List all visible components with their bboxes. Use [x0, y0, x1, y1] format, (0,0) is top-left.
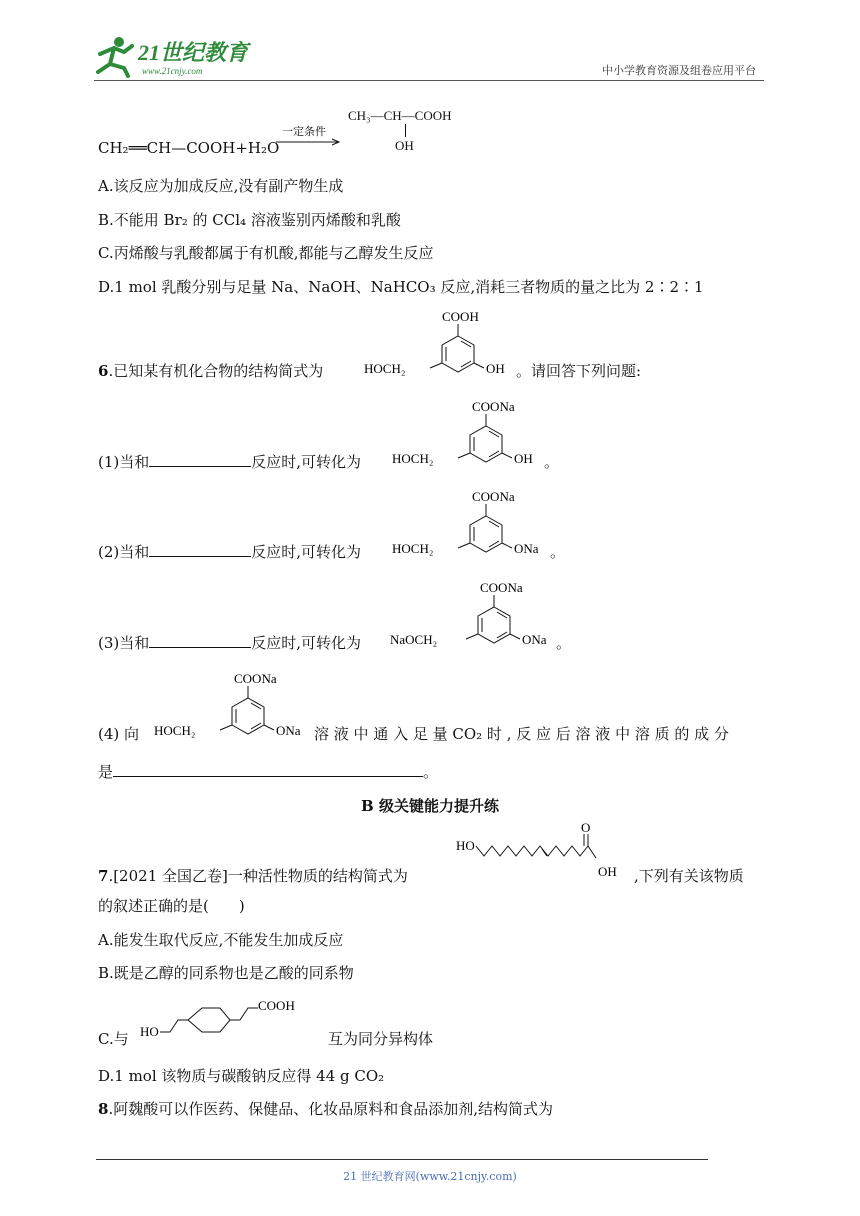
option-b: B.不能用 Br₂ 的 CCl₄ 溶液鉴别丙烯酸和乳酸	[98, 211, 401, 229]
q7-option-c-pre: C.与	[98, 1030, 129, 1048]
svg-text:OH: OH	[598, 864, 617, 879]
q6-part-4-line2: 是 。	[98, 763, 439, 781]
answer-blank-2[interactable]	[149, 542, 251, 557]
svg-text:COONa: COONa	[480, 580, 523, 595]
benzene-structure-3	[388, 577, 558, 653]
svg-text:NaOCH₂: NaOCH₂	[390, 632, 438, 647]
q7-molecule-structure	[450, 820, 630, 882]
svg-text:COONa: COONa	[234, 671, 277, 686]
reaction-product-formula: CH₃—CH—COOH	[348, 108, 452, 123]
svg-text:ONa: ONa	[276, 723, 301, 738]
header-divider	[94, 80, 764, 81]
svg-text:www.21cnjy.com: www.21cnjy.com	[142, 66, 203, 76]
q6-part-1-end: 。	[544, 453, 560, 471]
svg-text:HOCH₂: HOCH₂	[392, 451, 434, 466]
question-7-stem: 7.[2021 全国乙卷]一种活性物质的结构简式为	[98, 867, 408, 885]
svg-text:ONa: ONa	[522, 632, 547, 647]
question-6-stem: 6.已知某有机化合物的结构简式为	[98, 362, 324, 380]
question-7-stem-end: ,下列有关该物质	[634, 867, 744, 885]
benzene-structure-4	[150, 668, 310, 744]
reaction-arrow	[276, 138, 342, 146]
option-d: D.1 mol 乳酸分别与足量 Na、NaOH、NaHCO₃ 反应,消耗三者物质的量之比为 2∶2∶1	[98, 278, 704, 296]
question-7-stem-line2: 的叙述正确的是( )	[98, 897, 245, 915]
q7-option-d: D.1 mol 该物质与碳酸钠反应得 44 g CO₂	[98, 1067, 385, 1085]
q7-option-c-structure	[130, 992, 330, 1048]
svg-text:HOCH₂: HOCH₂	[364, 361, 406, 376]
section-title: B 级关键能力提升练	[361, 797, 499, 815]
q6-part-3: (3)当和 反应时,可转化为	[98, 634, 362, 652]
q6-part-2: (2)当和 反应时,可转化为	[98, 543, 362, 561]
svg-text:O: O	[581, 820, 591, 835]
svg-text:OH: OH	[514, 451, 533, 466]
site-name: 中小学教育资源及组卷应用平台	[602, 64, 756, 77]
site-logo	[94, 34, 264, 78]
svg-text:HOCH₂: HOCH₂	[154, 723, 196, 738]
runner-icon	[98, 37, 132, 76]
answer-blank-1[interactable]	[149, 452, 251, 467]
q6-part-2-end: 。	[550, 543, 566, 561]
benzene-structure-2	[388, 486, 548, 562]
svg-text:HO: HO	[456, 838, 475, 853]
question-8-stem: 8.阿魏酸可以作医药、保健品、化妆品原料和食品添加剂,结构简式为	[98, 1100, 553, 1118]
svg-text:COONa: COONa	[472, 399, 515, 414]
svg-text:COOH: COOH	[258, 998, 295, 1013]
footer-divider	[96, 1159, 708, 1160]
q6-part-1: (1)当和 反应时,可转化为	[98, 453, 362, 471]
svg-text:COONa: COONa	[472, 489, 515, 504]
option-a: A.该反应为加成反应,没有副产物生成	[98, 177, 344, 195]
q6-part-4-pre: (4) 向	[98, 725, 140, 743]
benzene-structure-1	[388, 396, 548, 472]
svg-text:21世纪教育: 21世纪教育	[138, 40, 249, 65]
option-c: C.丙烯酸与乳酸都属于有机酸,都能与乙醇发生反应	[98, 244, 434, 262]
svg-text:ONa: ONa	[514, 541, 539, 556]
reaction-reactants: CH₂══CH—COOH+H₂O	[98, 139, 280, 157]
answer-blank-3[interactable]	[149, 633, 251, 648]
reaction-product-oh: OH	[395, 138, 414, 153]
svg-text:HO: HO	[140, 1024, 159, 1039]
svg-text:COOH: COOH	[442, 309, 479, 324]
question-6-stem-end: 。请回答下列问题:	[516, 362, 642, 380]
bond-line	[405, 124, 406, 137]
answer-blank-4[interactable]	[113, 762, 423, 777]
benzene-structure-acid	[360, 306, 510, 382]
q6-part-3-end: 。	[556, 634, 572, 652]
reaction-condition: 一定条件	[282, 125, 326, 138]
q7-option-b: B.既是乙醇的同系物也是乙酸的同系物	[98, 964, 354, 982]
svg-text:OH: OH	[486, 361, 505, 376]
q7-option-a: A.能发生取代反应,不能发生加成反应	[98, 931, 344, 949]
svg-text:HOCH₂: HOCH₂	[392, 541, 434, 556]
q7-option-c-post: 互为同分异构体	[328, 1030, 434, 1048]
q6-part-4-mid: 溶 液 中 通 入 足 量 CO₂ 时 , 反 应 后 溶 液 中 溶 质 的 成 分	[314, 725, 729, 743]
footer-text: 21 世纪教育网(www.21cnjy.com)	[343, 1170, 517, 1183]
